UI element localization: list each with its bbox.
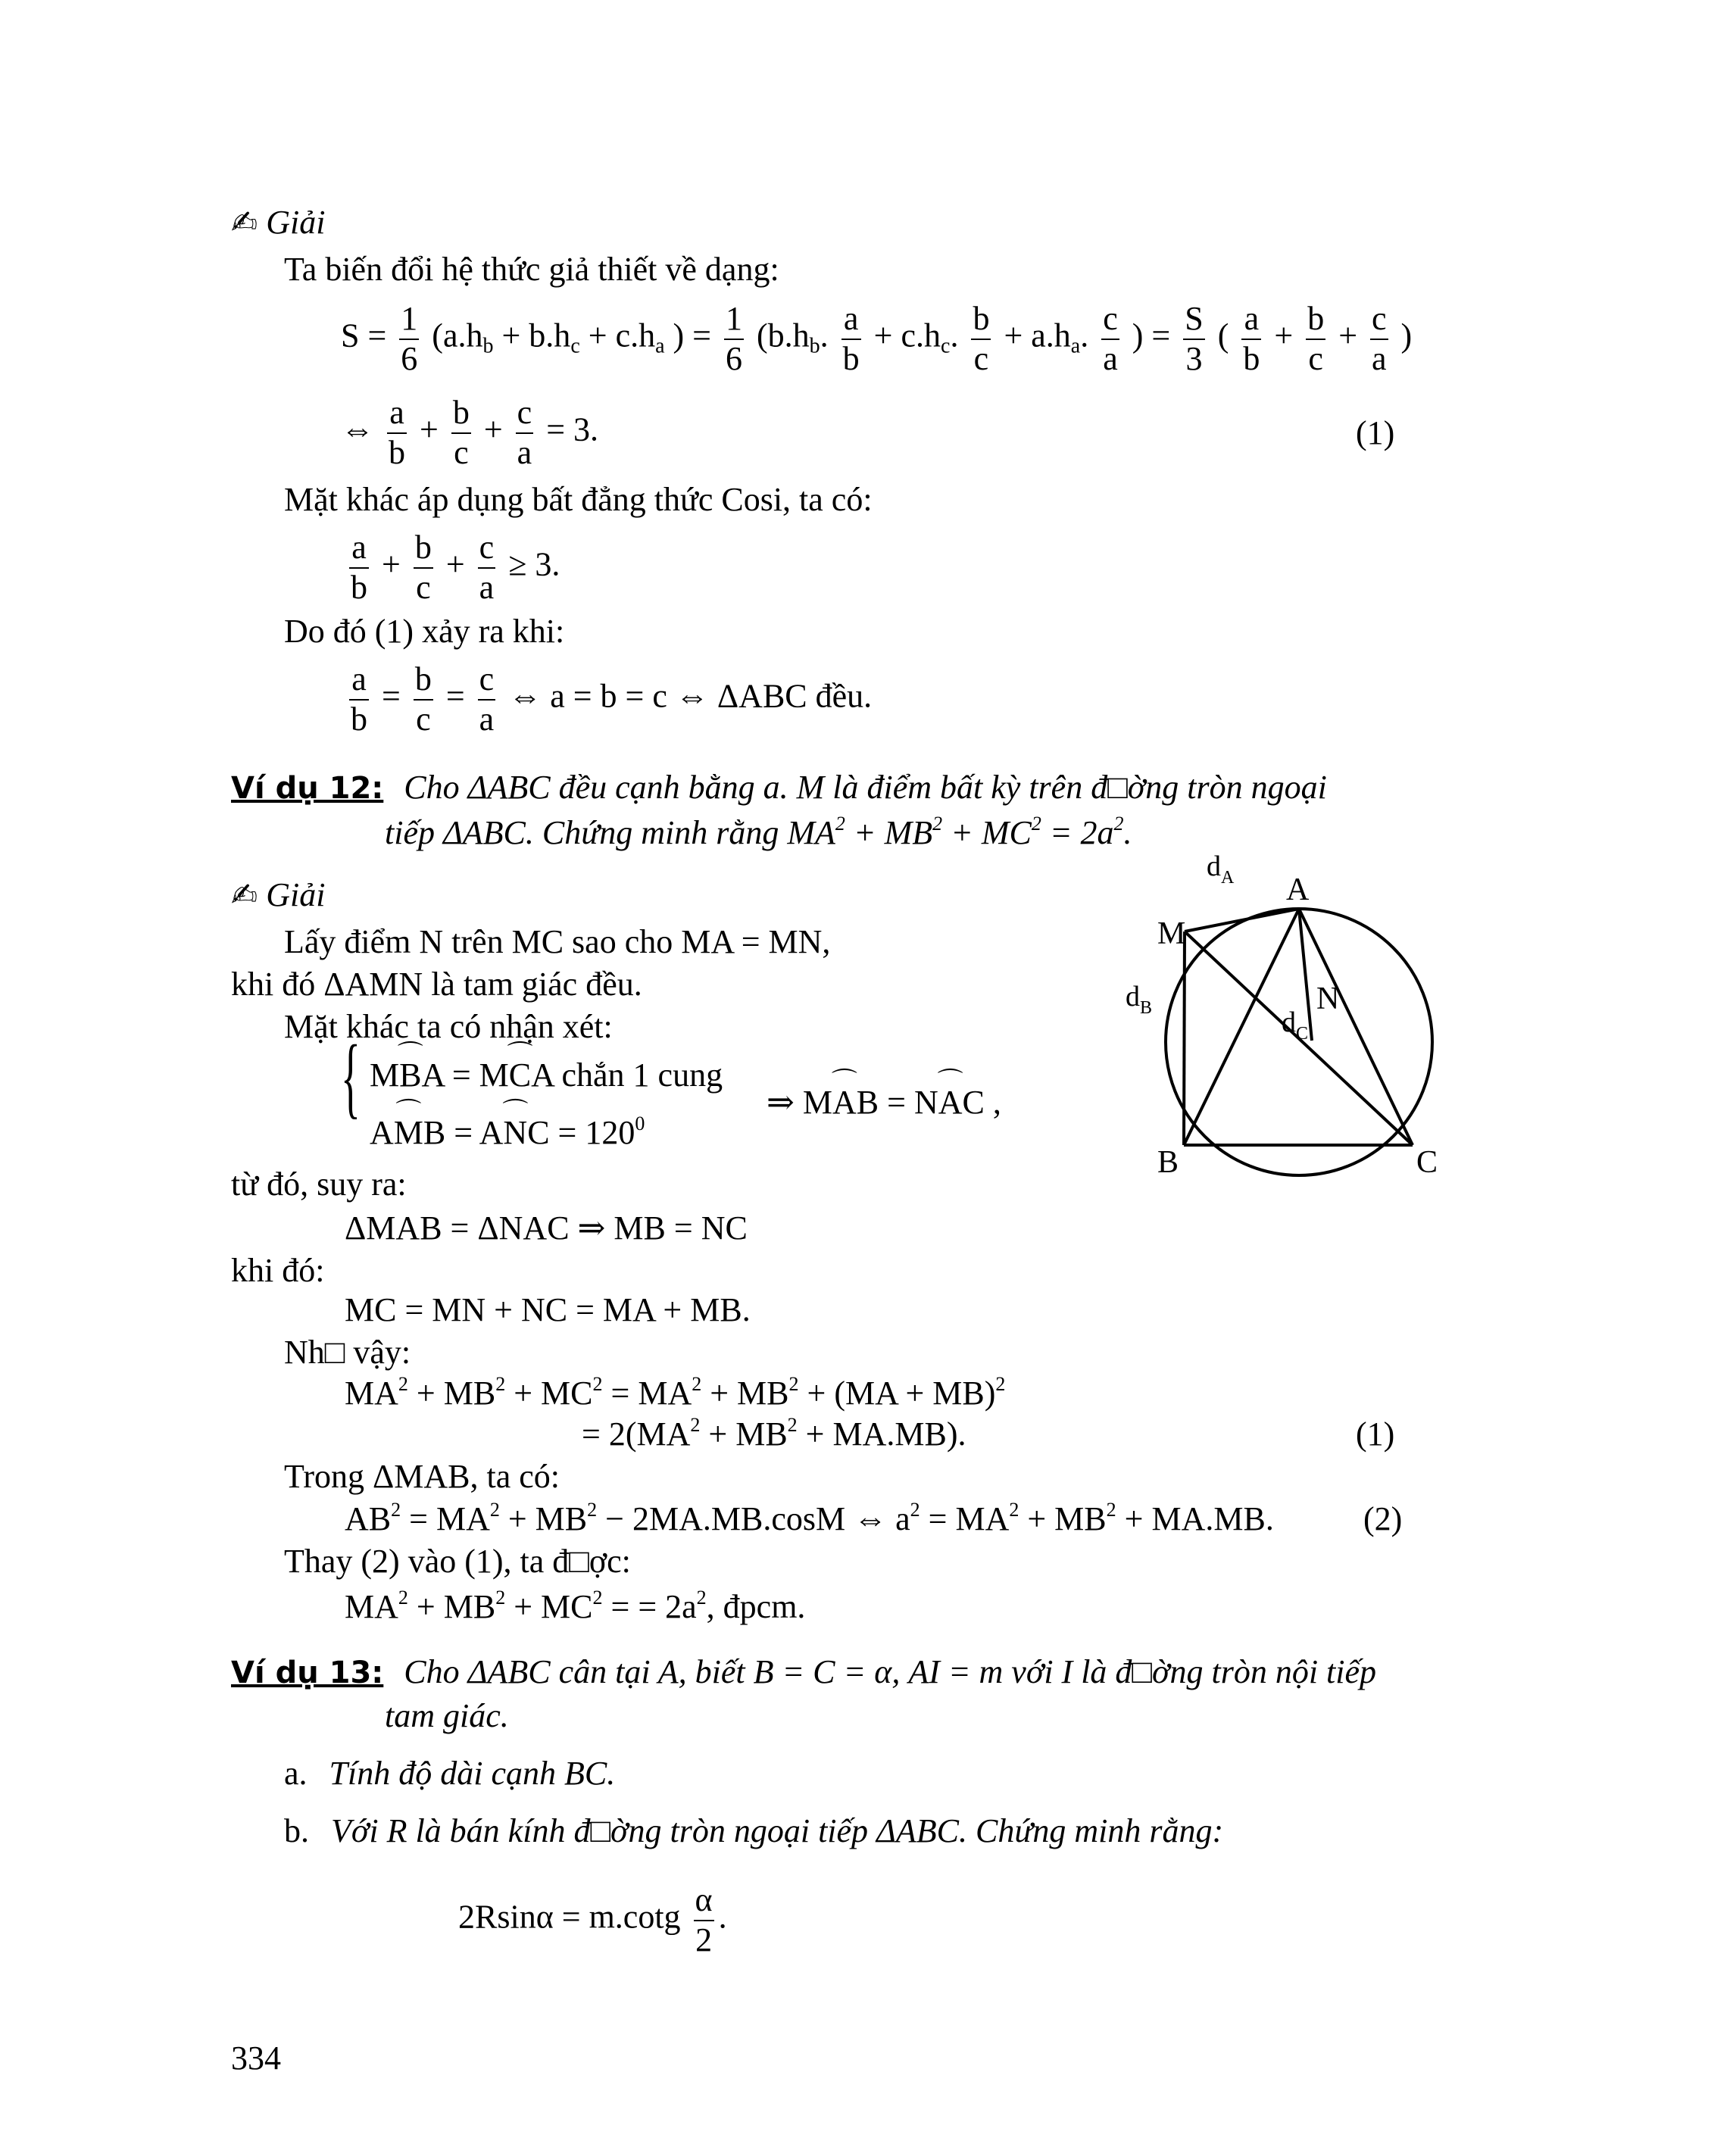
fraction: $\frac{c}{a}$ <box>479 529 495 606</box>
equation-sum-equals-3: ⇔ $\frac{a}{b}$ + $\frac{b}{c}$ + $\frac{c}{a}$ = 3. <box>341 394 599 471</box>
text-line: khi đó ΔAMN là tam giác đều. <box>231 966 642 1003</box>
example-statement-line2: tiếp ΔABC. Chứng minh rằng $MA^2 + MB^2 + MC^2 = 2a^2$. <box>385 813 1132 851</box>
system-line-2: A⌒ MB = A⌒ NC = $120^0$ <box>370 1116 645 1150</box>
implication: ⇒ M⌒ AB = N⌒ AC , <box>767 1086 1001 1119</box>
fraction: $\frac{a}{b}$ <box>1243 300 1260 377</box>
equation-number: (1) <box>1356 1415 1395 1453</box>
text-line: Nh□ vậy: <box>284 1334 411 1371</box>
solution-heading-2: ✍ Giải <box>231 876 326 913</box>
page-number: 334 <box>231 2039 281 2077</box>
fraction: $\frac{b}{c}$ <box>973 300 990 377</box>
equation-e2: = $2(MA^2 + MB^2 + MA.MB)$. <box>582 1414 966 1453</box>
segment-mb <box>1184 932 1185 1145</box>
equation-e1: $MA^2 + MB^2 + MC^2 = MA^2 + MB^2 + (MA + MB)^2$ <box>345 1373 1006 1412</box>
equation-number: (2) <box>1363 1500 1403 1537</box>
fraction: $\frac{b}{c}$ <box>452 394 470 471</box>
text-line: Trong ΔMAB, ta có: <box>284 1458 560 1495</box>
text-intro: Ta biến đổi hệ thức giả thiết về dạng: <box>284 251 779 288</box>
label-db: $d_B$ <box>1126 981 1153 1018</box>
text-do-do: Do đó (1) xảy ra khi: <box>284 613 565 650</box>
equation-e3: $AB^2 = MA^2 + MB^2 - 2MA.MB.\cos M$ ⇔ $a^2 = MA^2 + MB^2 + MA.MB$. <box>345 1499 1274 1537</box>
equation-e4: $MA^2 + MB^2 + MC^2$ = = $2a^2$, đpcm. <box>345 1587 806 1625</box>
label-a: A <box>1286 872 1310 907</box>
label-n: N <box>1316 981 1340 1016</box>
fraction: $\frac{a}{b}$ <box>351 660 367 738</box>
fraction: $\frac{a}{b}$ <box>842 300 860 377</box>
example-13-heading <box>231 1655 1376 1689</box>
equation-number: (1) <box>1356 414 1395 451</box>
equation-s: S = $\frac{1}{6}$ ($a.h_b + b.h_c + c.h_a$ ) = $\frac{1}{6}$ ($b.h_b$. $\frac{a}{b}$ + $c.h_c$. $\frac{b}{c}$ + $a.h_a$. $\frac{c}{a}$ ) = $\frac{S}{3}$ ( $\frac{a}{b}$ + $\frac{b}{c}$ + $\frac{c}{a}$ ) <box>341 300 1413 377</box>
text-line: Thay (2) vào (1), ta đ□ợc: <box>284 1543 631 1580</box>
fraction: $\frac{1}{6}$ <box>726 300 742 377</box>
fraction: $\frac{b}{c}$ <box>414 529 432 606</box>
solution-label: Giải <box>266 204 326 241</box>
fraction: $\frac{c}{a}$ <box>479 660 495 738</box>
text-line: Mặt khác ta có nhận xét: <box>284 1008 613 1045</box>
example-label: Ví dụ 13: <box>231 1655 384 1690</box>
example-statement-line1: Cho ΔABC cân tại A, biết B = C = α, AI = m với I là đ□ờng tròn nội tiếp <box>404 1653 1377 1690</box>
text-line: ΔMAB = ΔNAC ⇒ MB = NC <box>345 1209 748 1247</box>
fraction: $\frac{c}{a}$ <box>517 394 532 471</box>
solution-heading-1 <box>231 206 325 239</box>
pen-icon: ✍ <box>231 876 258 913</box>
system-line-1: M⌒ BA = M⌒ CA chắn 1 cung <box>370 1059 723 1092</box>
fraction: $\frac{\alpha}{2}$ <box>695 1881 713 1958</box>
fraction: $\frac{a}{b}$ <box>389 394 405 471</box>
fraction: $\frac{c}{a}$ <box>1103 300 1118 377</box>
fraction: $\frac{b}{c}$ <box>414 660 432 738</box>
segment-ma <box>1185 909 1299 932</box>
fraction: $\frac{b}{c}$ <box>1307 300 1325 377</box>
fraction: $\frac{S}{3}$ <box>1185 300 1204 377</box>
equation-final: 2Rsinα = m.cotg $\frac{\alpha}{2}$ . <box>458 1881 727 1958</box>
example-label: Ví dụ 12: <box>231 771 384 806</box>
text-line: Lấy điểm N trên MC sao cho MA = MN, <box>284 923 831 960</box>
equation-equal-ratios: $\frac{a}{b}$ = $\frac{b}{c}$ = $\frac{c}{a}$ ⇔ a = b = c ⇔ ΔABC đều. <box>351 660 873 738</box>
label-dc: $d_C$ <box>1282 1006 1309 1044</box>
text-line: MC = MN + NC = MA + MB. <box>345 1291 751 1328</box>
side-ac <box>1299 909 1413 1145</box>
question-b: b. Với R là bán kính đ□ờng tròn ngoại tiếp ΔABC. Chứng minh rằng: <box>284 1812 1224 1849</box>
fraction: $\frac{c}{a}$ <box>1372 300 1387 377</box>
example-12-heading <box>231 771 1327 804</box>
label-m: M <box>1157 916 1186 951</box>
text-cosi: Mặt khác áp dụng bất đẳng thức Cosi, ta có: <box>284 481 873 518</box>
left-brace: { <box>341 1026 361 1127</box>
example-statement-line2: tam giác. <box>385 1697 509 1734</box>
text-line: từ đó, suy ra: <box>231 1166 407 1203</box>
label-da: $d_A$ <box>1207 850 1235 888</box>
example-statement-line1: Cho ΔABC đều cạnh bằng a. M là điểm bất kỳ trên đ□ờng tròn ngoại <box>404 769 1327 806</box>
fraction: $\frac{1}{6}$ <box>401 300 418 377</box>
geometry-figure <box>1106 833 1462 1212</box>
question-a: a. Tính độ dài cạnh BC. <box>284 1755 616 1792</box>
text-line: khi đó: <box>231 1252 325 1289</box>
equation-inequality: $\frac{a}{b}$ + $\frac{b}{c}$ + $\frac{c}{a}$ ≥ 3. <box>351 529 560 606</box>
fraction: $\frac{a}{b}$ <box>351 529 367 606</box>
label-c: C <box>1416 1145 1438 1180</box>
pen-icon: ✍ <box>231 204 258 241</box>
label-b: B <box>1157 1145 1179 1180</box>
